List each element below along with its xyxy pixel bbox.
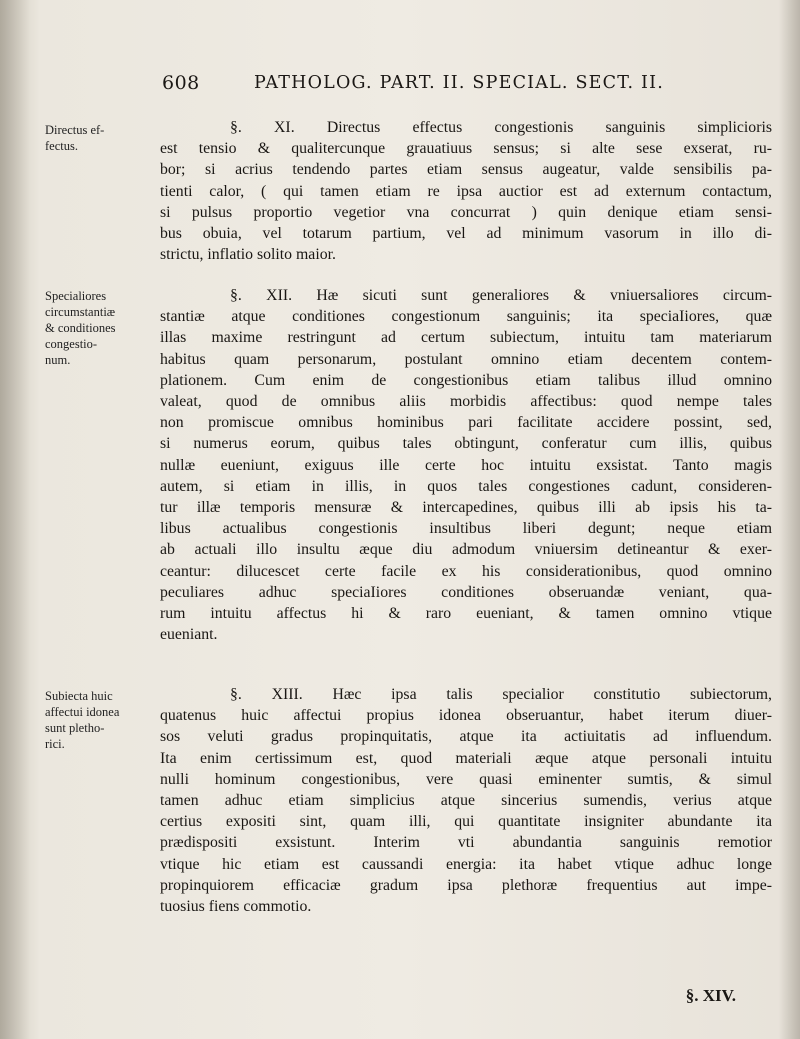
text-line: si numerus eorum, quibus tales obtingunt, conferatur cum illis, quibus: [160, 435, 772, 453]
text-line: strictu, inflatio solito maior.: [160, 246, 336, 264]
text-line: prædispositi exsistunt. Interim vti abundantia sanguinis remotior: [160, 834, 772, 852]
page-header: [150, 68, 760, 98]
text-line: quatenus huic affectui propius idonea obseruantur, habet iterum diuer-: [160, 707, 772, 725]
margin-note-line: circumstantiæ: [45, 305, 116, 319]
text-line: tamen adhuc etiam simplicius atque sincerius sumendis, verius atque: [160, 792, 772, 810]
text-line: plationem. Cum enim de congestionibus etiam talibus illud omnino: [160, 371, 772, 389]
text-line: valeat, quod de omnibus aliis morbidis affectibus: quod nempe tales: [160, 393, 772, 411]
margin-note-line: congestio-: [45, 337, 98, 351]
margin-note-line: fectus.: [45, 139, 78, 153]
section-xi: [160, 117, 772, 265]
gutter-shadow: [0, 0, 30, 1039]
text-line: peculiares adhuc speciaIiores conditiones obseruandæ veniant, qua-: [160, 583, 772, 601]
text-line: stantiæ atque conditiones congestionum sanguinis; ita speciaIiores, quæ: [160, 308, 772, 326]
text-line: tienti calor, ( qui tamen etiam re ipsa auctior est ad externum contactum,: [160, 182, 772, 200]
page-number: 608: [162, 72, 200, 94]
margin-note-line: & conditiones: [45, 321, 116, 335]
margin-note-directus: [45, 122, 155, 154]
margin-note-line: rici.: [45, 737, 65, 751]
text-line: est tensio & qualitercunque grauatiuus sensus; si alte sese exserat, ru-: [160, 140, 772, 158]
margin-note-line: sunt pletho-: [45, 721, 105, 735]
text-line: tuosius fiens commotio.: [160, 898, 312, 916]
text-line: vtique hic etiam est caussandi energia: ita habet vtique adhuc longe: [160, 855, 772, 873]
margin-note-line: Specialiores: [45, 289, 107, 303]
running-head: PATHOLOG. PART. II. SPECIAL. SECT. II.: [254, 73, 665, 93]
text-line: Ita enim certissimum est, quod materiali æque atque personali intuitu: [160, 749, 772, 767]
text-line: nulli hominum congestionibus, vere quasi eminenter sumtis, & simul: [160, 770, 772, 788]
text-line: rum intuitu affectus hi & raro eueniant, & tamen omnino vtique: [160, 605, 772, 623]
text-line: certius expositi sint, quam illi, qui quantitate insigniter abundante ita: [160, 813, 772, 831]
text-line: ab actuali illo insultu æque diu admodum vniuersim detineantur & exer-: [160, 541, 772, 559]
text-line: sos veluti gradus propinquitatis, atque ita actiuitatis ad influendum.: [160, 728, 772, 746]
text-line: eueniant.: [160, 626, 218, 644]
text-line: autem, si etiam in illis, in quos tales congestiones cadunt, consideren-: [160, 477, 772, 495]
margin-note-specialiores: [45, 288, 155, 368]
section-xii: [160, 285, 772, 645]
text-line: §. XIII. Hæc ipsa talis specialior constitutio subiectorum,: [230, 686, 772, 703]
text-line: illas maxime restringunt ad certum subiectum, intuitu tam materiarum: [160, 329, 772, 347]
text-line: §. XII. Hæ sicuti sunt generaliores & vniuersaliores circum-: [230, 287, 772, 304]
text-line: ceantur: dilucescet certe facile ex his considerationibus, quod omnino: [160, 562, 772, 580]
text-line: tur illæ temporis mensuræ & intercapedines, quibus illi ab ipsis his ta-: [160, 499, 772, 517]
text-line: §. XI. Directus effectus congestionis sanguinis simplicioris: [230, 119, 772, 136]
page-edge-shadow: [778, 0, 800, 1039]
margin-note-line: Subiecta huic: [45, 689, 113, 703]
text-line: non promiscue omnibus hominibus pari facilitate accidere possint, sed,: [160, 414, 772, 432]
text-line: bus obuia, vel totarum partium, vel ad minimum vasorum in illo di-: [160, 225, 772, 243]
text-line: habitus quam personarum, postulant omnino etiam decentem contem-: [160, 350, 772, 368]
text-line: propinquiorem efficaciæ gradum ipsa plethoræ frequentius aut impe-: [160, 876, 772, 894]
margin-note-line: affectui idonea: [45, 705, 120, 719]
text-line: nullæ eueniunt, exiguus ille certe hoc intuitu exsistat. Tanto magis: [160, 456, 772, 474]
text-line: libus actualibus congestionis insultibus liberi degunt; neque etiam: [160, 520, 772, 538]
section-xiii: [160, 684, 772, 917]
margin-note-line: num.: [45, 353, 71, 367]
text-line: bor; si acrius tendendo partes etiam sensus augeatur, valde sensibilis pa-: [160, 161, 772, 179]
text-line: si pulsus proportio vegetior vna concurrat ) quin denique etiam sensi-: [160, 203, 772, 221]
catchword: §. XIV.: [685, 986, 736, 1005]
margin-note-line: Directus ef-: [45, 123, 105, 137]
margin-note-subiecta: [45, 688, 155, 752]
